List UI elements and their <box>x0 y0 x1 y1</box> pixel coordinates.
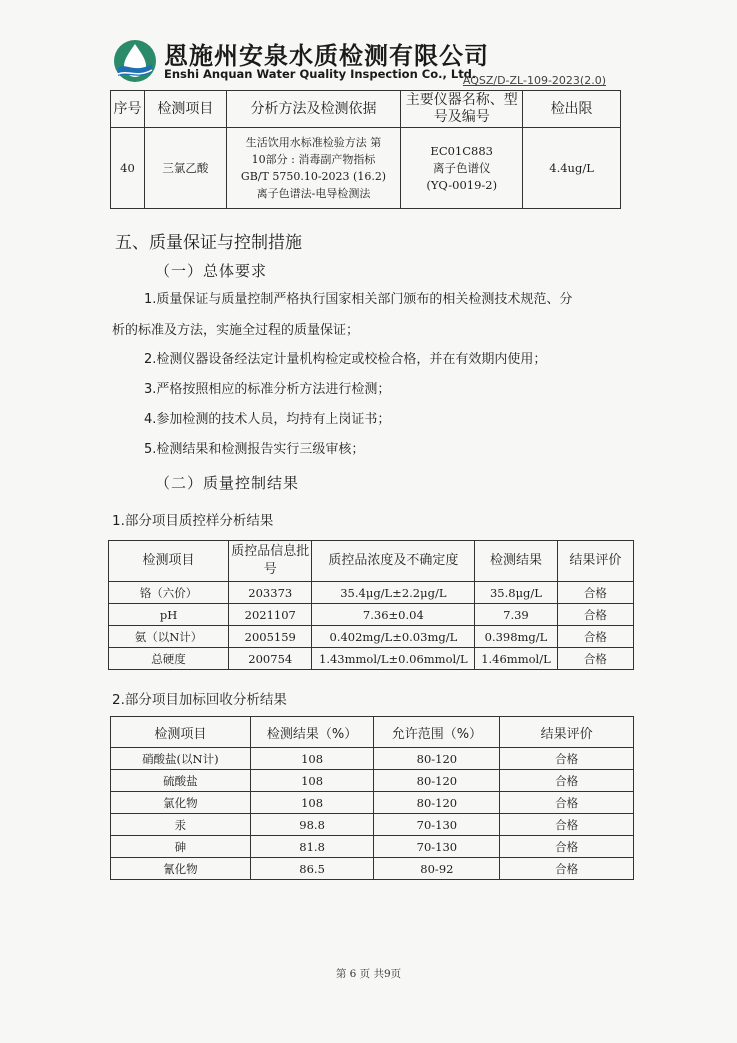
table-cell: 108 <box>250 748 374 770</box>
method-line: GB/T 5750.10-2023 (16.2) <box>240 170 387 183</box>
paragraph: 5.检测结果和检测报告实行三级审核； <box>144 442 365 457</box>
col-header: 分析方法及检测依据 <box>226 91 401 128</box>
col-header: 结果评价 <box>500 717 634 748</box>
row-number: 40 <box>111 128 145 209</box>
table-cell: 2005159 <box>229 626 312 648</box>
table-cell: 合格 <box>557 648 633 670</box>
instrument-line: (YQ-0019-2) <box>426 177 498 192</box>
table-cell: 铬（六价） <box>109 582 229 604</box>
table-cell: 合格 <box>500 792 634 814</box>
col-header: 质控品信息批号 <box>229 541 312 582</box>
col-header: 结果评价 <box>557 541 633 582</box>
table-row <box>111 128 621 209</box>
col-header: 允许范围（%） <box>374 717 500 748</box>
table-cell: 80-92 <box>374 858 500 880</box>
table-cell: 7.39 <box>475 604 557 626</box>
instrument-line: 离子色谱仪 <box>432 160 491 175</box>
table-cell: 氨（以N计） <box>109 626 229 648</box>
instrument-line: EC01C883 <box>430 143 493 158</box>
table-cell: 合格 <box>557 626 633 648</box>
qc-table <box>108 540 634 670</box>
table-cell: 80-120 <box>374 792 500 814</box>
method-line: 10部分 : 消毒副产物指标 <box>251 153 376 166</box>
table-cell: 81.8 <box>250 836 374 858</box>
table-cell: 7.36±0.04 <box>312 604 475 626</box>
table-cell: 2021107 <box>229 604 312 626</box>
table-row <box>109 626 634 648</box>
table-cell: 硝酸盐(以N计) <box>111 748 251 770</box>
table-cell: 合格 <box>500 814 634 836</box>
table-cell: 硫酸盐 <box>111 770 251 792</box>
table-heading: 2.部分项目加标回收分析结果 <box>112 692 287 708</box>
subsection-title: （一）总体要求 <box>155 262 268 280</box>
table-cell: 汞 <box>111 814 251 836</box>
table-cell: 总硬度 <box>109 648 229 670</box>
table-cell: 合格 <box>500 748 634 770</box>
company-name-en: Enshi Anquan Water Quality Inspection Co., Ltd. <box>164 67 477 81</box>
table-header-row <box>111 91 621 128</box>
table-cell: 0.398mg/L <box>475 626 557 648</box>
subsection-title: （二）质量控制结果 <box>155 474 300 492</box>
table-cell: pH <box>109 604 229 626</box>
paragraph: 1.质量保证与质量控制严格执行国家相关部门颁布的相关检测技术规范、分 <box>144 292 573 307</box>
table-row <box>111 858 634 880</box>
col-header: 检测结果（%） <box>250 717 374 748</box>
table-cell: 70-130 <box>374 814 500 836</box>
table-cell: 氯化物 <box>111 792 251 814</box>
table-cell: 合格 <box>500 770 634 792</box>
table-cell: 108 <box>250 770 374 792</box>
table-cell: 86.5 <box>250 858 374 880</box>
table-cell: 0.402mg/L±0.03mg/L <box>312 626 475 648</box>
table-cell: 合格 <box>557 604 633 626</box>
table-cell: 合格 <box>500 858 634 880</box>
method-line: 生活饮用水标准检验方法 第 <box>245 136 382 149</box>
paragraph: 3.严格按照相应的标准分析方法进行检测； <box>144 382 391 397</box>
table-row <box>111 792 634 814</box>
table-row <box>111 748 634 770</box>
detection-limit: 4.4ug/L <box>523 128 621 209</box>
table-cell: 35.8μg/L <box>475 582 557 604</box>
method-table <box>110 90 621 209</box>
table-cell: 80-120 <box>374 770 500 792</box>
table-header-row <box>109 541 634 582</box>
table-cell: 35.4μg/L±2.2μg/L <box>312 582 475 604</box>
table-cell: 70-130 <box>374 836 500 858</box>
table-cell: 砷 <box>111 836 251 858</box>
col-header: 质控品浓度及不确定度 <box>312 541 475 582</box>
table-row <box>109 604 634 626</box>
section-title: 五、质量保证与控制措施 <box>115 233 302 253</box>
paragraph: 4.参加检测的技术人员，均持有上岗证书； <box>144 412 391 427</box>
table-row <box>111 836 634 858</box>
item-name: 三氯乙酸 <box>144 128 226 209</box>
company-name-cn: 恩施州安泉水质检测有限公司 <box>164 41 489 70</box>
table-cell: 氰化物 <box>111 858 251 880</box>
table-cell: 98.8 <box>250 814 374 836</box>
col-header: 检测项目 <box>144 91 226 128</box>
paragraph: 2.检测仪器设备经法定计量机构检定或校检合格，并在有效期内使用； <box>144 352 547 367</box>
col-header: 检出限 <box>523 91 621 128</box>
method-cell <box>226 128 401 209</box>
col-header: 检测项目 <box>111 717 251 748</box>
table-row <box>109 582 634 604</box>
document-number: AQSZ/D-ZL-109-2023(2.0) <box>462 74 606 87</box>
table-row <box>111 814 634 836</box>
paragraph: 析的标准及方法，实施全过程的质量保证； <box>112 323 360 338</box>
table-row <box>109 648 634 670</box>
col-header: 序号 <box>111 91 145 128</box>
table-cell: 108 <box>250 792 374 814</box>
table-cell: 1.46mmol/L <box>475 648 557 670</box>
table-cell: 203373 <box>229 582 312 604</box>
col-header: 检测项目 <box>109 541 229 582</box>
table-heading: 1.部分项目质控样分析结果 <box>112 513 274 529</box>
table-cell: 200754 <box>229 648 312 670</box>
table-cell: 合格 <box>500 836 634 858</box>
table-cell: 1.43mmol/L±0.06mmol/L <box>312 648 475 670</box>
table-header-row <box>111 717 634 748</box>
spike-recovery-table <box>110 716 634 880</box>
table-row <box>111 770 634 792</box>
col-header: 主要仪器名称、型号及编号 <box>401 91 523 128</box>
table-cell: 80-120 <box>374 748 500 770</box>
col-header: 检测结果 <box>475 541 557 582</box>
water-drop-logo-icon <box>112 38 158 84</box>
table-cell: 合格 <box>557 582 633 604</box>
method-line: 离子色谱法-电导检测法 <box>256 187 371 200</box>
letterhead <box>112 34 622 92</box>
page-number: 第 6 页 共9页 <box>335 968 402 980</box>
instrument-cell <box>401 128 523 209</box>
